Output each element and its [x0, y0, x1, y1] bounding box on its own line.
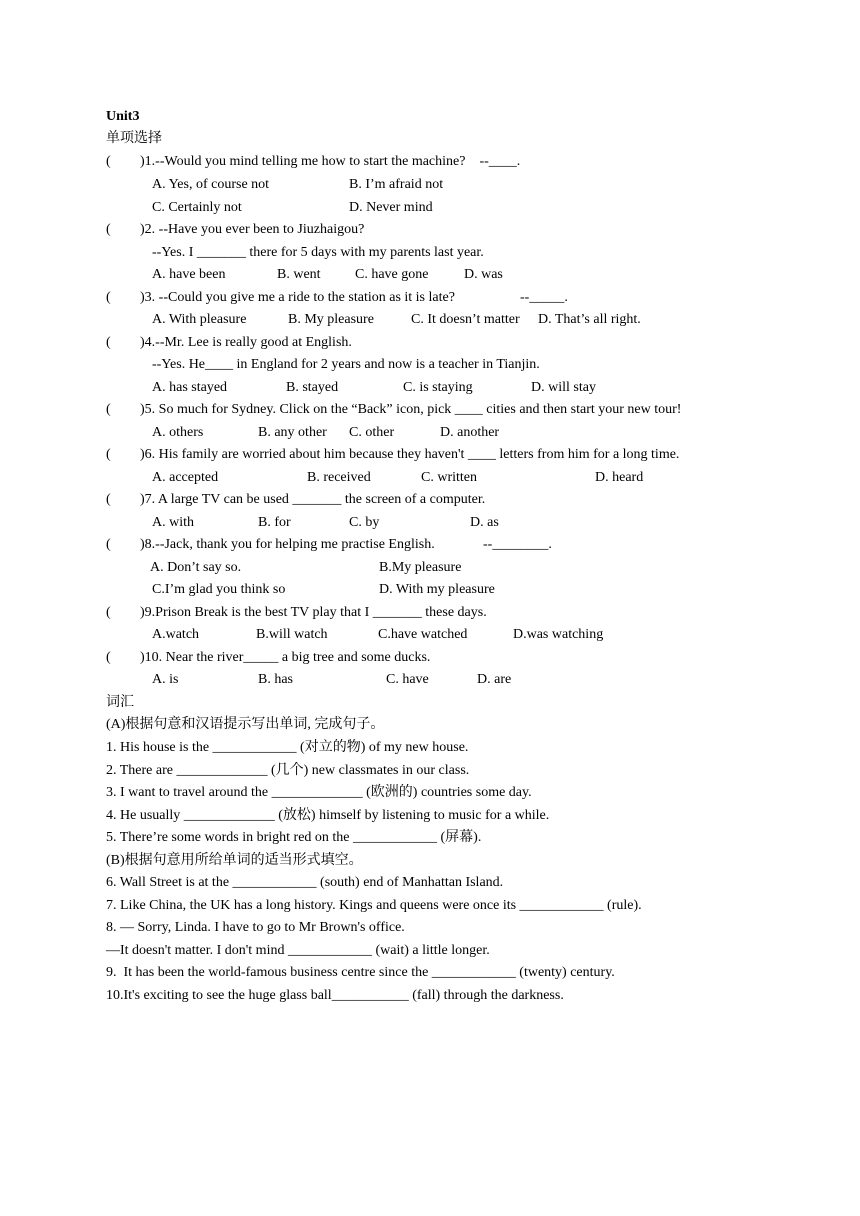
answer-paren: (	[106, 335, 111, 350]
q3-option-d: D. That’s all right.	[538, 312, 641, 327]
q5-option-b: B. any other	[258, 425, 327, 440]
unit-title: Unit3	[106, 109, 140, 124]
question-8: )8.--Jack, thank you for helping me practise English.	[140, 537, 435, 552]
question-4-reply: --Yes. He____ in England for 2 years and now is a teacher in Tianjin.	[152, 357, 540, 372]
q9-option-c: C.have watched	[378, 627, 468, 642]
q5-option-a: A. others	[152, 425, 204, 440]
q6-option-b: B. received	[307, 470, 371, 485]
question-1: )1.--Would you mind telling me how to start the machine? --____.	[140, 154, 521, 169]
q8-option-c: C.I’m glad you think so	[152, 582, 286, 597]
q4-option-a: A. has stayed	[152, 380, 228, 395]
q7-option-b: B. for	[258, 515, 291, 530]
answer-paren: (	[106, 605, 111, 620]
answer-paren: (	[106, 650, 111, 665]
question-9: )9.Prison Break is the best TV play that I _______ these days.	[140, 605, 487, 620]
answer-paren: (	[106, 290, 111, 305]
vocab-item: —It doesn't matter. I don't mind ____________ (wait) a little longer.	[106, 943, 490, 958]
vocab-item: 9. It has been the world-famous business centre since the ____________ (twenty) century.	[106, 965, 615, 980]
q6-option-a: A. accepted	[152, 470, 219, 485]
vocab-item: 7. Like China, the UK has a long history. Kings and queens were once its ____________ (rule).	[106, 898, 642, 913]
question-10: )10. Near the river_____ a big tree and some ducks.	[140, 650, 431, 665]
q3-option-b: B. My pleasure	[288, 312, 374, 327]
section-heading-vocabulary: 词汇	[106, 695, 134, 710]
q6-option-c: C. written	[421, 470, 477, 485]
q3-option-a: A. With pleasure	[152, 312, 247, 327]
q7-option-d: D. as	[470, 515, 499, 530]
part-b-instructions: (B)根据句意用所给单词的适当形式填空。	[106, 853, 363, 868]
vocab-item: 1. His house is the ____________ (对立的物) of my new house.	[106, 740, 469, 755]
vocab-item: 2. There are _____________ (几个) new classmates in our class.	[106, 763, 470, 778]
q9-option-d: D.was watching	[513, 627, 604, 642]
question-7: )7. A large TV can be used _______ the screen of a computer.	[140, 492, 486, 507]
q10-option-d: D. are	[477, 672, 512, 687]
q1-option-d: D. Never mind	[349, 200, 433, 215]
answer-paren: (	[106, 154, 111, 169]
q1-option-a: A. Yes, of course not	[152, 177, 270, 192]
q8-option-d: D. With my pleasure	[379, 582, 495, 597]
question-2-reply: --Yes. I _______ there for 5 days with my parents last year.	[152, 245, 484, 260]
q8-option-b: B.My pleasure	[379, 560, 462, 575]
part-a-instructions: (A)根据句意和汉语提示写出单词, 完成句子。	[106, 717, 385, 732]
q7-option-c: C. by	[349, 515, 380, 530]
q9-option-a: A.watch	[152, 627, 200, 642]
q3-option-c: C. It doesn’t matter	[411, 312, 520, 327]
vocab-item: 10.It's exciting to see the huge glass ball___________ (fall) through the darkness.	[106, 988, 564, 1003]
answer-paren: (	[106, 447, 111, 462]
vocab-item: 5. There’re some words in bright red on the ____________ (屏幕).	[106, 830, 482, 845]
q5-option-c: C. other	[349, 425, 395, 440]
question-3: )3. --Could you give me a ride to the station as it is late?	[140, 290, 455, 305]
question-8-answer: --________.	[483, 537, 552, 552]
q6-option-d: D. heard	[595, 470, 644, 485]
vocab-item: 6. Wall Street is at the ____________ (south) end of Manhattan Island.	[106, 875, 504, 890]
q9-option-b: B.will watch	[256, 627, 328, 642]
answer-paren: (	[106, 492, 111, 507]
q8-option-a: A. Don’t say so.	[150, 560, 242, 575]
q1-option-b: B. I’m afraid not	[349, 177, 444, 192]
vocab-item: 3. I want to travel around the _____________ (欧洲的) countries some day.	[106, 785, 532, 800]
q4-option-b: B. stayed	[286, 380, 339, 395]
q2-option-a: A. have been	[152, 267, 226, 282]
q2-option-b: B. went	[277, 267, 321, 282]
question-6: )6. His family are worried about him because they haven't ____ letters from him for a long time.	[140, 447, 680, 462]
q2-option-c: C. have gone	[355, 267, 429, 282]
q4-option-d: D. will stay	[531, 380, 596, 395]
answer-paren: (	[106, 537, 111, 552]
section-heading-choice: 单项选择	[106, 131, 162, 146]
vocab-item: 8. — Sorry, Linda. I have to go to Mr Brown's office.	[106, 920, 405, 935]
q5-option-d: D. another	[440, 425, 500, 440]
vocab-item: 4. He usually _____________ (放松) himself by listening to music for a while.	[106, 808, 550, 823]
question-4: )4.--Mr. Lee is really good at English.	[140, 335, 352, 350]
q1-option-c: C. Certainly not	[152, 200, 242, 215]
answer-paren: (	[106, 402, 111, 417]
question-2: )2. --Have you ever been to Jiuzhaigou?	[140, 222, 365, 237]
q7-option-a: A. with	[152, 515, 194, 530]
question-5: )5. So much for Sydney. Click on the “Back” icon, pick ____ cities and then start your new tour!	[140, 402, 682, 417]
answer-paren: (	[106, 222, 111, 237]
q2-option-d: D. was	[464, 267, 503, 282]
q10-option-b: B. has	[258, 672, 293, 687]
question-3-answer: --_____.	[520, 290, 568, 305]
q4-option-c: C. is staying	[403, 380, 473, 395]
q10-option-c: C. have	[386, 672, 429, 687]
q10-option-a: A. is	[152, 672, 179, 687]
